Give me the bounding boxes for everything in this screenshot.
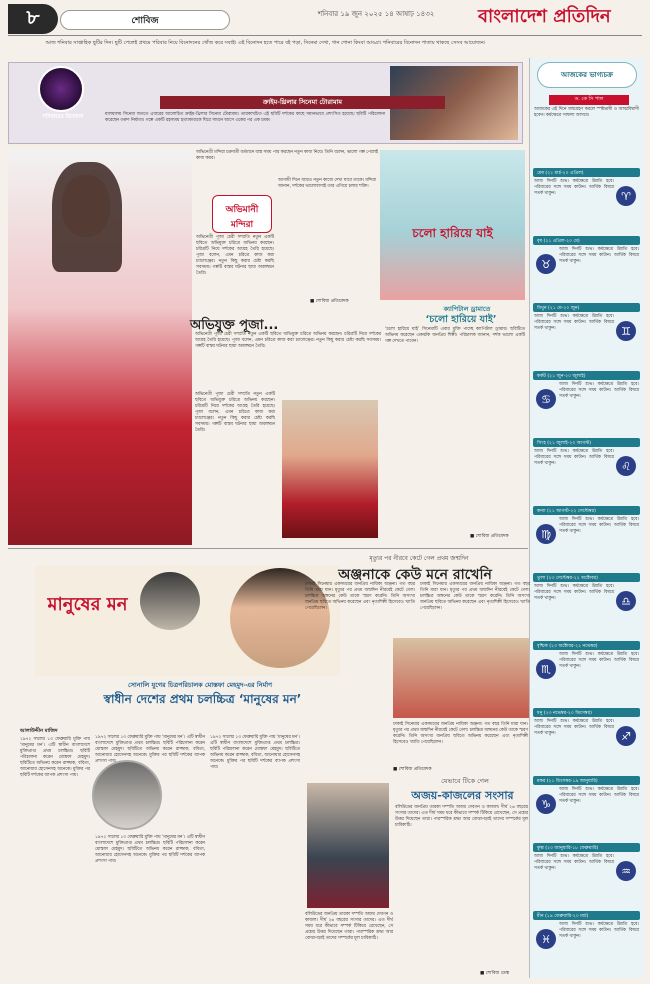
manusher-mon-kicker: সোনালি যুগের চিত্রপরিচালক মোস্তফা মেহমুদ-এর নির্মাণ [127, 681, 273, 689]
mandira-side-text: আগামী দিনে আরও নতুন কাজে দেখা যাবে তাকে। মন্দিরা জানান, দর্শকের ভালোবাসাই তার এগিয়ে চলার শক্তি। [278, 178, 376, 189]
ajay-headline: অজয়-কাজলের সংসার [411, 789, 514, 802]
zodiac-text: আজ দিনটি শুভ। কর্মক্ষেত্রে উন্নতি হবে। পরিবারের সঙ্গে সময় কাটান। আর্থিক বিষয়ে সতর্ক থাকুন। [534, 719, 614, 736]
zodiac-sign-header: মীন (১৯ ফেব্রুয়ারি-২০ মার্চ) [533, 911, 640, 920]
zodiac-icon: ♈ [616, 186, 636, 206]
anjana-photo [393, 638, 529, 718]
puja-body-col2: অভিনেত্রী পূজা চেরী সম্প্রতি নতুন একটি ছবিতে অভিযুক্ত চরিত্রে অভিনয় করছেন। চরিত্রটি নিয়ে দর্শকের আগ্রহ তৈরি হয়েছে। পূজা বলেন, এমন চরিত্রে কাজ করা চ্যালেঞ্জের। নতুন কিছু করার চেষ্টা করছি সবসময়। গল্পটি বাস্তব ঘটনার ছায়া অবলম্বনে তৈরি। [195, 392, 275, 433]
zodiac-icon: ♑ [536, 794, 556, 814]
film-actor-photo [140, 572, 200, 630]
mandira-left-column: অভিনেত্রী পূজা চেরী সম্প্রতি নতুন একটি ছবিতে অভিযুক্ত চরিত্রে অভিনয় করছেন। চরিত্রটি নিয়ে দর্শকের আগ্রহ তৈরি হয়েছে। পূজা বলেন, এমন চরিত্রে কাজ করা চ্যালেঞ্জের। নতুন কিছু করার চেষ্টা করছি সবসময়। গল্পটি বাস্তব ঘটনার ছায়া অবলম্বনে তৈরি। [196, 235, 274, 276]
zodiac-sign-header: মেষ (২১ মার্চ-২০ এপ্রিল) [533, 168, 640, 177]
header-divider [8, 35, 642, 36]
newspaper-logo: বাংলাদেশ প্রতিদিন [478, 5, 611, 27]
puja-headline: অভিযুক্ত পূজা... [190, 318, 279, 333]
manusher-mon-headline: স্বাধীন দেশের প্রথম চলচ্চিত্র ‘মানুষের মন’ [103, 692, 302, 706]
zodiac-sign-header: তুলা (২৩ সেপ্টেম্বর-২২ অক্টোবর) [533, 573, 640, 582]
zodiac-icon: ♓ [536, 929, 556, 949]
author-name: আলাউদ্দীন মাজিদ [20, 728, 58, 734]
zodiac-sign-header: কুম্ভ (২০ জানুয়ারি-১৮ ফেব্রুয়ারি) [533, 843, 640, 852]
zodiac-icon: ♉ [536, 254, 556, 274]
zodiac-text: আজ দিনটি শুভ। কর্মক্ষেত্রে উন্নতি হবে। পরিবারের সঙ্গে সময় কাটান। আর্থিক বিষয়ে সতর্ক থাকুন। [559, 787, 639, 804]
ajay-kicker: যেভাবে টিকে গেল [441, 777, 489, 785]
ajay-byline: ■ শোবিজ ডেস্ক [480, 971, 510, 976]
zodiac-text: আজ দিনটি শুভ। কর্মক্ষেত্রে উন্নতি হবে। পরিবারের সঙ্গে সময় কাটান। আর্থিক বিষয়ে সতর্ক থাকুন। [559, 517, 639, 534]
manusher-mon-col1: ১৯৭২ সালের ১৩ ফেব্রুয়ারি মুক্তি পায় ‘মানুষের মন’। এটি স্বাধীন বাংলাদেশে মুক্তিপ্রাপ্ত প্রথম চলচ্চিত্র। ছবিটি পরিচালনা করেন মোস্তফা মেহমুদ। ছবিটিতে অভিনয় করেন রাজ্জাক, ববিতা, আনোয়ার হোসেনসহ অনেকে। মুক্তির পর ছবিটি দর্শকের ব্যাপক প্রশংসা পায়। [20, 737, 90, 778]
mandira-byline: ■ শোবিজ প্রতিবেদক [310, 299, 349, 304]
zodiac-icon: ♌ [616, 456, 636, 476]
banner-label: শনিবারের বিনোদন [42, 114, 84, 120]
zodiac-icon: ♏ [536, 659, 556, 679]
zodiac-icon: ♋ [536, 389, 556, 409]
zodiac-sign-header: বৃশ্চিক (২৩ অক্টোবর-২২ নভেম্বর) [533, 641, 640, 650]
mandira-quote-intro: অভিনেত্রী মন্দিরা চক্রবর্তী বর্তমানে ব্যস্ত সময় পার করছেন নতুন কাজ নিয়ে। তিনি বলেন, ভালো গল্প পেলেই কাজ করব। [196, 150, 378, 161]
zodiac-text: আজ দিনটি শুভ। কর্মক্ষেত্রে উন্নতি হবে। পরিবারের সঙ্গে সময় কাটান। আর্থিক বিষয়ে সতর্ক থাকুন। [559, 247, 639, 264]
zodiac-text: আজ দিনটি শুভ। কর্মক্ষেত্রে উন্নতি হবে। পরিবারের সঙ্গে সময় কাটান। আর্থিক বিষয়ে সতর্ক থাকুন। [534, 314, 614, 331]
banner-body: মালয়ালম সিনেমা জগতে এবারের আলোচিত ক্রাইম-থ্রিলার সিনেমা টোরামাম। তারকাখচিত এই ছবিটি দর্শকের কাছে সমানভাবে প্রশংসিত হয়েছে। ছবিটি পরিচালনা করেছেন তরুণ নির্মাতা। গল্পে একটি রহস্যময় হত্যাকাণ্ডকে ঘিরে সামনে আসে একের পর এক চমক। [105, 112, 385, 123]
ajay-body-lower: বলিউডের জনপ্রিয় তারকা দম্পতি অজয় দেবগন ও কাজল। দীর্ঘ ২৬ বছরের সংসার তাদের। এত দীর্ঘ সময় ধরে কীভাবে সম্পর্ক টিকিয়ে রেখেছেন, সে প্রশ্নের উত্তর দিয়েছেন তারা। পারস্পরিক শ্রদ্ধা আর বোঝাপড়াই তাদের সম্পর্কের মূল চাবিকাঠি। [305, 912, 393, 941]
film-reel-icon [38, 66, 84, 112]
astrologer-name: ড. কে সি পাল [549, 95, 629, 105]
zodiac-text: আজ দিনটি শুভ। কর্মক্ষেত্রে উন্নতি হবে। পরিবারের সঙ্গে সময় কাটান। আর্থিক বিষয়ে সতর্ক থাকুন। [559, 922, 639, 939]
ajay-body: বলিউডের জনপ্রিয় তারকা দম্পতি অজয় দেবগন ও কাজল। দীর্ঘ ২৬ বছরের সংসার তাদের। এত দীর্ঘ সময় ধরে কীভাবে সম্পর্ক টিকিয়ে রেখেছেন, সে প্রশ্নের উত্তর দিয়েছেন তারা। পারস্পরিক শ্রদ্ধা আর বোঝাপড়াই তাদের সম্পর্কের মূল চাবিকাঠি। [395, 805, 528, 828]
anjana-body-col2: ঢাকাই সিনেমার একসময়ের জনপ্রিয় নায়িকা অঞ্জনা। গত বছর তিনি মারা যান। মৃত্যুর পর প্রথম জন্মদিন নীরবেই কেটে গেল। চলচ্চিত্র অঙ্গনের কেউ তাকে স্মরণ করেনি। তিনি অসংখ্য জনপ্রিয় ছবিতে অভিনয় করেছেন এবং নৃত্যশিল্পী হিসেবেও খ্যাতি পেয়েছিলেন। [420, 582, 530, 611]
manusher-mon-col3: ১৯৭২ সালের ১৩ ফেব্রুয়ারি মুক্তি পায় ‘মানুষের মন’। এটি স্বাধীন বাংলাদেশে মুক্তিপ্রাপ্ত প্রথম চলচ্চিত্র। ছবিটি পরিচালনা করেন মোস্তফা মেহমুদ। ছবিটিতে অভিনয় করেন রাজ্জাক, ববিতা, আনোয়ার হোসেনসহ অনেকে। মুক্তির পর ছবিটি দর্শকের ব্যাপক প্রশংসা পায়। [210, 735, 300, 770]
anjana-byline: ■ শোবিজ প্রতিবেদক [393, 767, 432, 772]
poster-title: চলো হারিয়ে যাই [412, 226, 493, 240]
zodiac-text: আজ দিনটি শুভ। কর্মক্ষেত্রে উন্নতি হবে। পরিবারের সঙ্গে সময় কাটান। আর্থিক বিষয়ে সতর্ক থাকুন। [559, 652, 639, 669]
anjana-headline: অঞ্জনাকে কেউ মনে রাখেনি [338, 567, 492, 583]
zodiac-sign-header: বৃষ (২১ এপ্রিল-২০ মে) [533, 236, 640, 245]
zodiac-sign-header: কর্কট (২১ জুন-২০ জুলাই) [533, 371, 640, 380]
banner-intro: আজ শনিবার সাপ্তাহিক ছুটির দিন। ছুটি পেলেই প্রথমে পরিবার নিয়ে বিনোদনের খোঁজ করে সবাই। এই বিনোদন হতে পারে বই পড়া, সিনেমা দেখা, গান শোনা কিংবা আড্ডা। শনিবারের বিনোদন পাতায় থাকছে সেসব আয়োজন। [45, 40, 486, 46]
zodiac-sign-header: মকর (২১ ডিসেম্বর-১৯ জানুয়ারি) [533, 776, 640, 785]
zodiac-sign-header: কন্যা (২১ আগস্ট-২২ সেপ্টেম্বর) [533, 506, 640, 515]
section-title: শোবিজ [60, 10, 230, 30]
capital-headline: ‘চলো হারিয়ে যাই’ [425, 314, 497, 325]
page-number: ৮ [8, 4, 58, 34]
horoscope-title: আজকের ভাগ্যচক্র [537, 62, 637, 88]
old-film-poster-title: মানুষের মন [47, 594, 128, 615]
puja-photo [282, 400, 378, 538]
mandira-name-tag: অভিমানী মন্দিরা [212, 195, 272, 233]
zodiac-text: আজ দিনটি শুভ। কর্মক্ষেত্রে উন্নতি হবে। পরিবারের সঙ্গে সময় কাটান। আর্থিক বিষয়ে সতর্ক থাকুন। [534, 179, 614, 196]
anjana-kicker: মৃত্যুর পর নীরবে কেটে গেল প্রথম জন্মদিন [369, 555, 469, 562]
dateline: শনিবার ১৯ জুন ২০২৫ ১৪ আষাঢ় ১৪৩২ [318, 10, 435, 18]
capital-body: ‘চলো হারিয়ে যাই’ সিনেমাটি এবার মুক্তি পাচ্ছে ক্যাপিটাল ড্রামায়। ছবিটিতে অভিনয় করেছেন একঝাঁক জনপ্রিয় শিল্পী। পরিচালক জানান, দর্শক ভালো একটি গল্প দেখতে পাবেন। [385, 327, 525, 344]
manusher-mon-col2b: ১৯৭২ সালের ১৩ ফেব্রুয়ারি মুক্তি পায় ‘মানুষের মন’। এটি স্বাধীন বাংলাদেশে মুক্তিপ্রাপ্ত প্রথম চলচ্চিত্র। ছবিটি পরিচালনা করেন মোস্তফা মেহমুদ। ছবিটিতে অভিনয় করেন রাজ্জাক, ববিতা, আনোয়ার হোসেনসহ অনেকে। মুক্তির পর ছবিটি দর্শকের ব্যাপক প্রশংসা পায়। [95, 835, 205, 864]
model-hair [52, 162, 122, 272]
horoscope-intro: আজকের এই দিনে জন্মগ্রহণ করলে স্পষ্টভাষী ও আত্মবিশ্বাসী হবেন। কর্মক্ষেত্রে সাফল্য আসবে। [534, 107, 639, 118]
capital-byline: ■ শোবিজ প্রতিবেদক [470, 534, 509, 539]
zodiac-sign-header: মিথুন (২১ মে-২০ জুন) [533, 303, 640, 312]
zodiac-icon: ♎ [616, 591, 636, 611]
anjana-body-col3: ঢাকাই সিনেমার একসময়ের জনপ্রিয় নায়িকা অঞ্জনা। গত বছর তিনি মারা যান। মৃত্যুর পর প্রথম জন্মদিন নীরবেই কেটে গেল। চলচ্চিত্র অঙ্গনের কেউ তাকে স্মরণ করেনি। তিনি অসংখ্য জনপ্রিয় ছবিতে অভিনয় করেছেন এবং নৃত্যশিল্পী হিসেবেও খ্যাতি পেয়েছিলেন। [393, 722, 528, 745]
section-divider [8, 548, 528, 549]
ajay-kajol-photo [307, 783, 389, 908]
manusher-mon-col2: ১৯৭২ সালের ১৩ ফেব্রুয়ারি মুক্তি পায় ‘মানুষের মন’। এটি স্বাধীন বাংলাদেশে মুক্তিপ্রাপ্ত প্রথম চলচ্চিত্র। ছবিটি পরিচালনা করেন মোস্তফা মেহমুদ। ছবিটিতে অভিনয় করেন রাজ্জাক, ববিতা, আনোয়ার হোসেনসহ অনেকে। মুক্তির পর ছবিটি দর্শকের ব্যাপক প্রশংসা পায়। [95, 735, 205, 764]
capital-kicker: ক্যাপিটাল ড্রামাতে [443, 305, 491, 313]
zodiac-text: আজ দিনটি শুভ। কর্মক্ষেত্রে উন্নতি হবে। পরিবারের সঙ্গে সময় কাটান। আর্থিক বিষয়ে সতর্ক থাকুন। [534, 854, 614, 871]
zodiac-text: আজ দিনটি শুভ। কর্মক্ষেত্রে উন্নতি হবে। পরিবারের সঙ্গে সময় কাটান। আর্থিক বিষয়ে সতর্ক থাকুন। [559, 382, 639, 399]
zodiac-icon: ♊ [616, 321, 636, 341]
zodiac-sign-header: সিংহ (২১ জুলাই-২০ আগস্ট) [533, 438, 640, 447]
zodiac-icon: ♍ [536, 524, 556, 544]
zodiac-text: আজ দিনটি শুভ। কর্মক্ষেত্রে উন্নতি হবে। পরিবারের সঙ্গে সময় কাটান। আর্থিক বিষয়ে সতর্ক থাকুন। [534, 584, 614, 601]
puja-body: অভিনেত্রী পূজা চেরী সম্প্রতি নতুন একটি ছবিতে অভিযুক্ত চরিত্রে অভিনয় করছেন। চরিত্রটি নিয়ে দর্শকের আগ্রহ তৈরি হয়েছে। পূজা বলেন, এমন চরিত্রে কাজ করা চ্যালেঞ্জের। নতুন কিছু করার চেষ্টা করছি সবসময়। গল্পটি বাস্তব ঘটনার ছায়া অবলম্বনে তৈরি। [195, 332, 381, 349]
anjana-body-col1: ঢাকাই সিনেমার একসময়ের জনপ্রিয় নায়িকা অঞ্জনা। গত বছর তিনি মারা যান। মৃত্যুর পর প্রথম জন্মদিন নীরবেই কেটে গেল। চলচ্চিত্র অঙ্গনের কেউ তাকে স্মরণ করেনি। তিনি অসংখ্য জনপ্রিয় ছবিতে অভিনয় করেছেন এবং নৃত্যশিল্পী হিসেবেও খ্যাতি পেয়েছিলেন। [305, 582, 415, 611]
zodiac-text: আজ দিনটি শুভ। কর্মক্ষেত্রে উন্নতি হবে। পরিবারের সঙ্গে সময় কাটান। আর্থিক বিষয়ে সতর্ক থাকুন। [534, 449, 614, 466]
banner-headline: ক্রাইম-থ্রিলার সিনেমা টোরামাম [160, 96, 445, 109]
zodiac-icon: ♐ [616, 726, 636, 746]
zodiac-icon: ♒ [616, 861, 636, 881]
zodiac-sign-header: ধনু (২৩ নভেম্বর-২০ ডিসেম্বর) [533, 708, 640, 717]
director-portrait [92, 760, 162, 830]
